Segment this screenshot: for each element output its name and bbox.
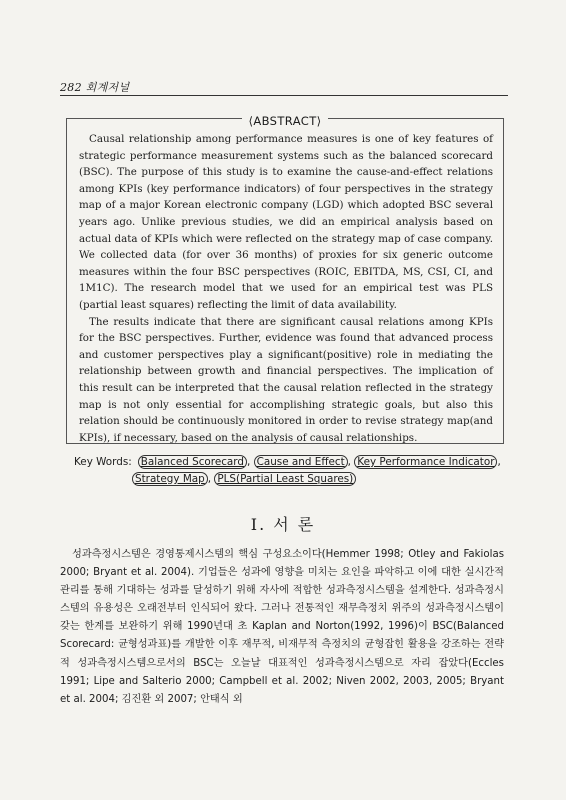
- keywords-block: [74, 454, 514, 488]
- keywords-label: Key Words:: [74, 456, 132, 468]
- keyword-balanced-scorecard: Balanced Scorecard: [138, 455, 247, 469]
- abstract-body: [79, 131, 493, 446]
- abstract-paragraph-2: The results indicate that there are significant causal relations among KPIs for the BSC perspectives. Further, evidence was found that advanced process and customer perspectives play a significant(positive) role in mediating the relationship between growth and financial perspectives. The implication of this result can be interpreted that the causal relation reflected in the strategy map is not only essential for accomplishing strategic goals, but also this relation should be continuously monitored in order to revise strategy map(and KPIs), if necessary, based on the analysis of causal relationships.: [79, 315, 493, 444]
- keyword-pls: PLS(Partial Least Squares): [214, 472, 356, 486]
- keywords-line-1: Key Words: Balanced Scorecard , Cause and Effect , Key Performance Indicator ,: [74, 456, 501, 468]
- keywords-line-2: Strategy Map , PLS(Partial Least Squares): [74, 471, 514, 488]
- abstract-title: ⟨ABSTRACT⟩: [242, 114, 327, 128]
- section-title: Ⅰ. 서 론: [250, 515, 316, 534]
- abstract-box: [66, 114, 504, 444]
- keyword-cause-and-effect: Cause and Effect: [254, 455, 348, 469]
- keyword-kpi: Key Performance Indicator: [354, 455, 497, 469]
- abstract-paragraph-1: Causal relationship among performance measures is one of key features of strategic performance measurement systems such as the balanced scorecard (BSC). The purpose of this study is to examine the cause-and-effect relations among KPIs (key performance indicators) of four perspectives in the strategy map of a major Korean electronic company (LGD) which adopted BSC several years ago. Unlike previous studies, we did an empirical analysis based on actual data of KPIs which were reflected on the strategy map of case company. We collected data (for over 36 months) of proxies for six generic outcome measures within the four BSC perspectives (ROIC, EBITDA, MS, CSI, CI, and 1M1C). The research model that we used for an empirical test was PLS (partial least squares) reflecting the limit of data availability.: [79, 133, 493, 311]
- header-rule: [60, 95, 508, 96]
- body-text: [60, 546, 504, 709]
- abstract-heading: [67, 110, 503, 129]
- keyword-strategy-map: Strategy Map: [132, 472, 208, 486]
- body-paragraph: 성과측정시스템은 경영통제시스템의 핵심 구성요소이다(Hemmer 1998; Otley and Fakiolas 2000; Bryant et al. 2004). 기업들은 성과에 영향을 미치는 요인을 파악하고 이에 대한 실시간적 관리를 통해 기대하는 성과를 달성하기 위해 자사에 적합한 성과측정시스템을 설계한다. 성과측정시스템의 유용성은 오래전부터 인식되어 왔다. 그러나 전통적인 재무측정치 위주의 성과측정시스템이 갖는 한계를 보완하기 위해 1990년대 초 Kaplan and Norton(1992, 1996)이 BSC(Balanced Scorecard: 균형성과표)를 개발한 이후 재무적, 비재무적 측정치의 균형잡힌 활용을 강조하는 전략적 성과측정시스템으로서의 BSC는 오늘날 대표적인 성과측정시스템으로 자리 잡았다(Eccles 1991; Lipe and Salterio 2000; Campbell et al. 2002; Niven 2002, 2003, 2005; Bryant et al. 2004; 김진환 외 2007; 안태식 외: [60, 549, 504, 705]
- running-head: 282 회계저널: [60, 81, 130, 94]
